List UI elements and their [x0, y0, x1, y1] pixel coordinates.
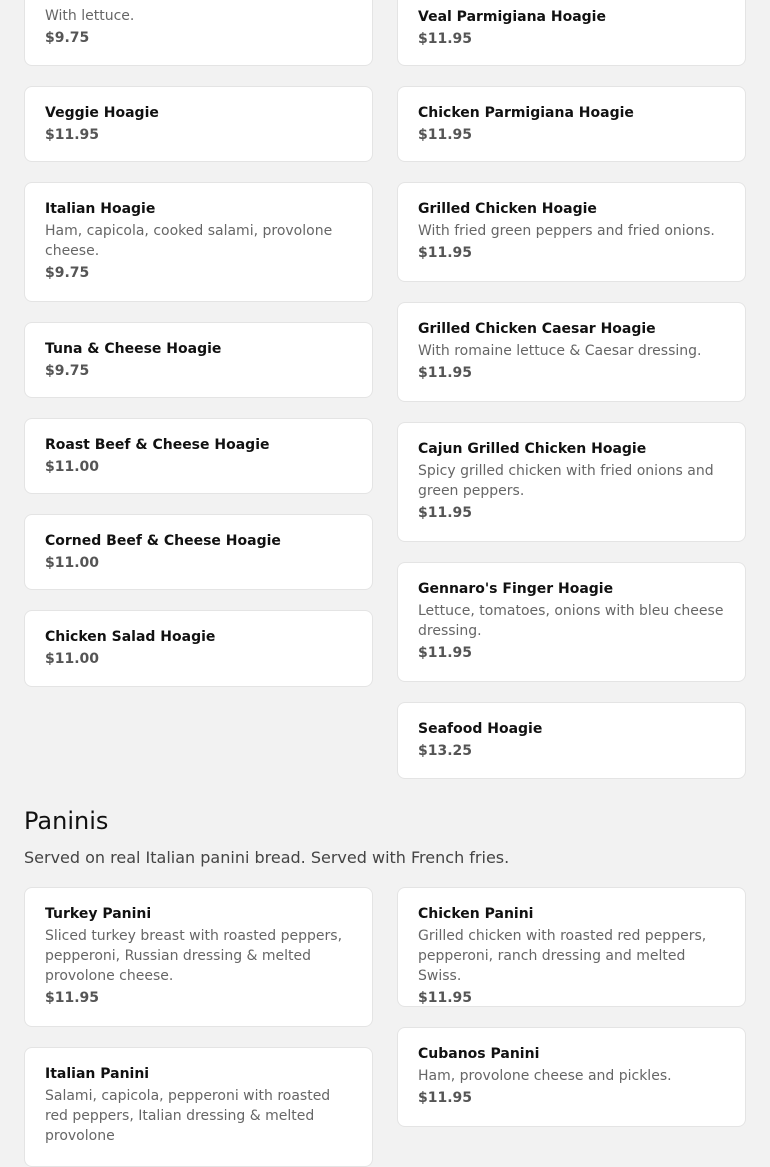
item-price: $11.00 — [45, 555, 100, 571]
item-price: $11.95 — [418, 645, 473, 661]
item-description: Salami, capicola, pepperoni with roasted red peppers, Italian dressing & melted provolone — [45, 1088, 331, 1144]
menu-item-card[interactable] — [397, 0, 746, 66]
menu-item-card[interactable] — [24, 0, 373, 66]
item-description: With fried green peppers and fried onions. — [418, 223, 715, 239]
menu-item-card[interactable] — [397, 562, 746, 682]
item-price: $9.75 — [45, 363, 90, 379]
item-price: $11.00 — [45, 459, 100, 475]
item-description: Grilled chicken with roasted red peppers, pepperoni, ranch dressing and melted Swiss. — [418, 928, 707, 984]
menu-item-card[interactable] — [24, 610, 373, 687]
menu-item-card[interactable] — [24, 514, 373, 590]
menu-item-card[interactable] — [397, 422, 746, 542]
item-price: $11.95 — [418, 31, 473, 47]
item-price: $11.95 — [418, 127, 473, 143]
section-subtitle: Served on real Italian panini bread. Served with French fries. — [24, 848, 510, 867]
item-price: $13.25 — [418, 743, 473, 759]
item-price: $9.75 — [45, 30, 90, 46]
item-price: $11.95 — [418, 1090, 473, 1106]
menu-item-card[interactable] — [397, 302, 746, 402]
item-description: Sliced turkey breast with roasted peppers, pepperoni, Russian dressing & melted provolone cheese. — [45, 928, 343, 984]
menu-item-card[interactable] — [24, 418, 373, 494]
menu-item-card[interactable] — [24, 182, 373, 302]
item-price: $11.00 — [45, 651, 100, 667]
menu-item-card[interactable] — [397, 1027, 746, 1127]
item-name: Chicken Parmigiana Hoagie — [418, 105, 634, 121]
menu-item-card[interactable] — [397, 182, 746, 282]
menu-item-card[interactable] — [397, 86, 746, 162]
menu-item-card[interactable] — [24, 887, 373, 1027]
item-name: Veggie Hoagie — [45, 105, 159, 121]
item-name: Turkey Panini — [45, 906, 152, 922]
item-description: Lettuce, tomatoes, onions with bleu cheese dressing. — [418, 603, 724, 639]
item-name: Gennaro's Finger Hoagie — [418, 581, 614, 597]
menu-item-card[interactable] — [24, 86, 373, 162]
item-description: Spicy grilled chicken with fried onions and green peppers. — [418, 463, 714, 499]
item-price: $11.95 — [45, 990, 100, 1006]
item-price: $11.95 — [45, 127, 100, 143]
menu-item-card[interactable] — [24, 1047, 373, 1167]
item-name: Corned Beef & Cheese Hoagie — [45, 533, 281, 549]
item-name: Tuna & Cheese Hoagie — [45, 341, 222, 357]
item-price: $11.95 — [418, 365, 473, 381]
item-price: $11.95 — [418, 245, 473, 261]
item-name: Chicken Salad Hoagie — [45, 629, 216, 645]
item-price: $11.95 — [418, 505, 473, 521]
item-name: Grilled Chicken Hoagie — [418, 201, 597, 217]
item-description: With lettuce. — [45, 8, 135, 24]
item-name: Chicken Panini — [418, 906, 534, 922]
item-description: Ham, provolone cheese and pickles. — [418, 1068, 672, 1084]
item-name: Veal Parmigiana Hoagie — [418, 9, 606, 25]
menu-item-card[interactable] — [397, 887, 746, 1007]
menu-item-card[interactable] — [397, 702, 746, 779]
menu-item-card[interactable] — [24, 322, 373, 398]
item-name: Seafood Hoagie — [418, 721, 543, 737]
item-name: Italian Panini — [45, 1066, 150, 1082]
section-title: Paninis — [24, 807, 109, 835]
item-description: With romaine lettuce & Caesar dressing. — [418, 343, 702, 359]
item-name: Roast Beef & Cheese Hoagie — [45, 437, 270, 453]
item-price: $11.95 — [418, 990, 473, 1006]
item-name: Cubanos Panini — [418, 1046, 540, 1062]
item-description: Ham, capicola, cooked salami, provolone cheese. — [45, 223, 333, 259]
item-name: Grilled Chicken Caesar Hoagie — [418, 321, 656, 337]
item-price: $9.75 — [45, 265, 90, 281]
item-name: Cajun Grilled Chicken Hoagie — [418, 441, 647, 457]
item-name: Italian Hoagie — [45, 201, 156, 217]
